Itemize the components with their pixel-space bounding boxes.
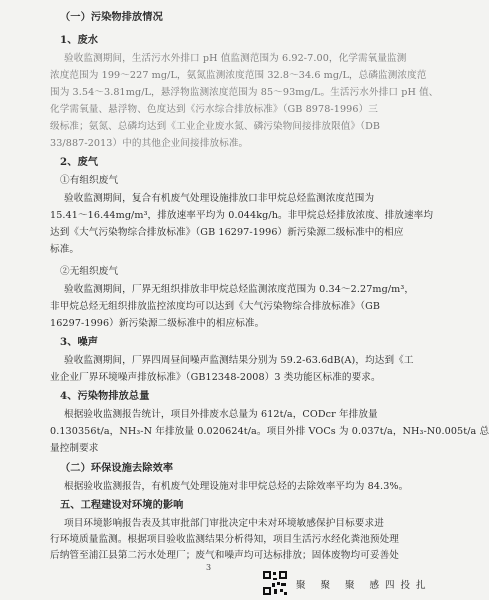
wastewater-line: 浓度范围为 199～227 mg/L，氨氮监测浓度范围 32.8～34.6 mg/L，总磷监测浓度范 xyxy=(50,70,427,81)
noise-line: 业企业厂界环境噪声排放标准》（GB12348-2008）3 类功能区标准的要求。 xyxy=(50,372,381,383)
wastewater-line: 验收监测期间，生活污水外排口 pH 值监测范围为 6.92-7.00，化学需氧量监测 xyxy=(64,53,407,64)
totals-line: 量控制要求 xyxy=(50,443,99,454)
impact-line: 后纳管至浦江县第二污水处理厂；废气和噪声均可达标排放；固体废物均可妥善处 xyxy=(50,550,399,561)
exhaust-heading: 2、废气 xyxy=(60,156,99,168)
impact-heading: 五、工程建设对环境的影响 xyxy=(60,499,184,511)
impact-line: 行环境质量监测。根据项目验收监测结果分析得知，项目生活污水经化粪池预处理 xyxy=(50,534,399,545)
qr-code-icon xyxy=(262,570,288,596)
efficiency-heading: （二）环保设施去除效率 xyxy=(60,462,174,474)
wastewater-heading: 1、废水 xyxy=(60,34,99,46)
organized-exhaust-heading: ①有组织废气 xyxy=(60,175,119,186)
unorganized-exhaust-heading: ②无组织废气 xyxy=(60,266,119,277)
section-title: （一）污染物排放情况 xyxy=(60,11,163,23)
totals-line: 0.130356t/a，NH₃-N 年排放量 0.020624t/a。项目外排 VOCs 为 0.037t/a，NH₃-N0.005t/a 总 xyxy=(50,426,489,437)
footer-brand: 聚 聚 聚 感四投扎 xyxy=(296,580,432,591)
organized-exhaust-line: 达到《大气污染物综合排放标准》（GB 16297-1996）新污染源二级标准中的相应 xyxy=(50,227,404,238)
efficiency-line: 根据验收监测报告，有机废气处理设施对非甲烷总烃的去除效率平均为 84.3%。 xyxy=(64,481,409,492)
unorganized-exhaust-line: 非甲烷总烃无组织排放监控浓度均可以达到《大气污染物综合排放标准》（GB xyxy=(50,301,381,312)
impact-line: 项目环境影响报告表及其审批部门审批决定中未对环境敏感保护目标要求进 xyxy=(64,518,384,529)
totals-heading: 4、污染物排放总量 xyxy=(60,390,150,402)
organized-exhaust-line: 验收监测期间，复合有机废气处理设施排放口非甲烷总烃监测浓度范围为 xyxy=(64,193,375,204)
noise-line: 验收监测期间，厂界四周昼间噪声监测结果分别为 59.2-63.6dB(A)，均达到《工 xyxy=(64,355,414,366)
wastewater-line: 围为 3.54～3.81mg/L，悬浮物监测浓度范围为 85～93mg/L。生活污水外排口 pH 值、 xyxy=(50,87,439,98)
organized-exhaust-line: 15.41～16.44mg/m³，排放速率平均为 0.044kg/h。非甲烷总烃排放浓度、排放速率均 xyxy=(50,210,434,221)
wastewater-line: 化学需氧量、悬浮物、色度达到《污水综合排放标准》（GB 8978-1996）三 xyxy=(50,104,378,115)
unorganized-exhaust-line: 验收监测期间，厂界无组织排放非甲烷总烃监测浓度范围为 0.34～2.27mg/m³， xyxy=(64,284,415,295)
unorganized-exhaust-line: 16297-1996）新污染源二级标准中的相应标准。 xyxy=(50,318,265,329)
wastewater-line: 级标准；氨氮、总磷均达到《工业企业废水氮、磷污染物间接排放限值》（DB xyxy=(50,121,381,132)
totals-line: 根据验收监测报告统计，项目外排废水总量为 612t/a，CODcr 年排放量 xyxy=(64,409,378,420)
organized-exhaust-line: 标准。 xyxy=(50,244,80,255)
page-number: 3 xyxy=(206,563,212,572)
noise-heading: 3、噪声 xyxy=(60,336,99,348)
wastewater-line: 33/887-2013）中的其他企业间接排放标准。 xyxy=(50,138,249,149)
